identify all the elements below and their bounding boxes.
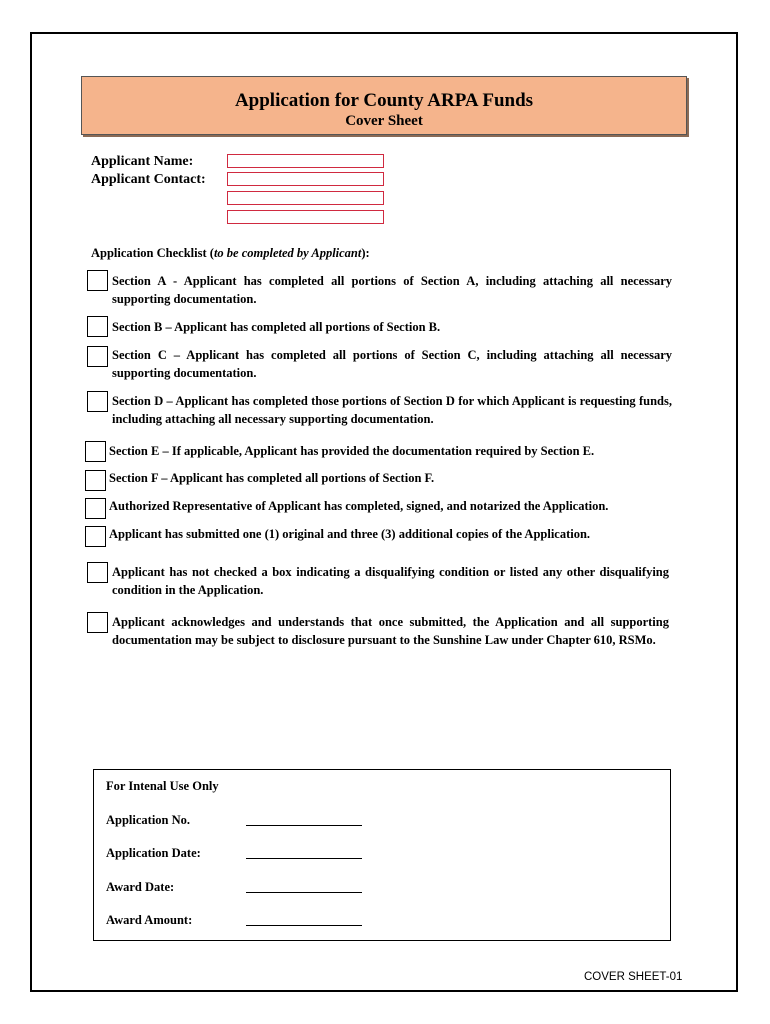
award-date-label: Award Date: [106, 880, 175, 894]
applicant-name-label: Applicant Name: [91, 154, 194, 169]
page-subtitle: Cover Sheet [345, 113, 423, 129]
title-banner [81, 76, 687, 135]
checklist-item-copies-submitted: Applicant has submitted one (1) original and three (3) additional copies of the Application. [109, 527, 591, 541]
internal-use-box [93, 769, 671, 941]
page-title: Application for County ARPA Funds [234, 90, 534, 111]
application-no-line [246, 825, 362, 826]
checklist-item-section-d: Section D – Applicant has completed those portions of Section D for which Applicant is requesting funds, including attaching all necessary supporting documentation. [112, 394, 672, 426]
checkbox-section-f[interactable] [85, 470, 106, 491]
checkbox-section-a[interactable] [87, 270, 108, 291]
checklist-item-disqualifying-condition: Applicant has not checked a box indicating a disqualifying condition or listed any other disqualifying condition in the Application. [112, 565, 669, 597]
application-no-label: Application No. [106, 813, 191, 827]
checklist-item-authorized-representative: Authorized Representative of Applicant has completed, signed, and notarized the Application. [109, 499, 609, 513]
award-amount-line [246, 925, 362, 926]
applicant-name-field[interactable] [227, 154, 384, 168]
checklist-heading [91, 246, 370, 261]
applicant-contact-field-3[interactable] [227, 210, 384, 224]
checklist-item-sunshine-law: Applicant acknowledges and understands that once submitted, the Application and all supporting documentation may be subject to disclosure pursuant to the Sunshine Law under Chapter 610, RSMo. [112, 615, 669, 647]
checklist-heading-suffix: ): [361, 246, 370, 260]
checkbox-section-d[interactable] [87, 391, 108, 412]
checkbox-section-e[interactable] [85, 441, 106, 462]
page-code: COVER SHEET-01 [584, 971, 683, 983]
award-amount-label: Award Amount: [106, 913, 193, 927]
checklist-item-section-e: Section E – If applicable, Applicant has provided the documentation required by Section E. [109, 444, 595, 458]
internal-use-title: For Intenal Use Only [106, 779, 219, 793]
checkbox-copies-submitted[interactable] [85, 526, 106, 547]
application-date-label: Application Date: [106, 846, 201, 860]
checklist-item-section-f: Section F – Applicant has completed all portions of Section F. [109, 471, 435, 485]
checklist-heading-prefix: Application Checklist ( [91, 246, 214, 260]
checkbox-section-b[interactable] [87, 316, 108, 337]
applicant-contact-field-1[interactable] [227, 172, 384, 186]
checklist-heading-italic: to be completed by Applicant [213, 246, 362, 260]
checklist-item-section-b: Section B – Applicant has completed all portions of Section B. [112, 320, 441, 334]
checkbox-sunshine-law[interactable] [87, 612, 108, 633]
checklist-item-section-c: Section C – Applicant has completed all portions of Section C, including attaching all necessary supporting documentation. [112, 348, 672, 380]
checkbox-section-c[interactable] [87, 346, 108, 367]
checkbox-disqualifying-condition[interactable] [87, 562, 108, 583]
applicant-contact-label: Applicant Contact: [91, 172, 206, 187]
checkbox-authorized-representative[interactable] [85, 498, 106, 519]
award-date-line [246, 892, 362, 893]
checklist-item-section-a: Section A - Applicant has completed all portions of Section A, including attaching all necessary supporting documentation. [112, 274, 672, 306]
application-date-line [246, 858, 362, 859]
applicant-contact-field-2[interactable] [227, 191, 384, 205]
